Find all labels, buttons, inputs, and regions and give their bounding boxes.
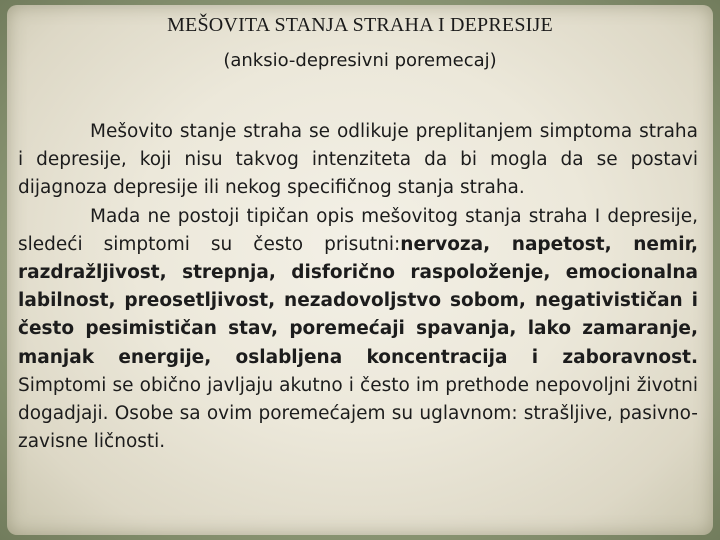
slide-title: MEŠOVITA STANJA STRAHA I DEPRESIJE — [167, 14, 553, 36]
symptoms-intro: Mada ne postoji tipičan opis mešovitog stanja straha I depresije, sledeći simptomi su često prisutni: — [18, 205, 698, 255]
paragraph-definition: Mešovito stanje straha se odlikuje preplitanjem simptoma straha i depresije, koji nisu takvog intenziteta da bi mogla da se postavi dijagnoza depresije ili nekog specifičnog stanja straha. — [18, 121, 698, 199]
symptoms-outro: Simptomi se obično javljaju akutno i često im prethode nepovoljni životni dogadjaji. Osobe sa ovim poremećajem su uglavnom: strašljive, pasivno-zavisne ličnosti. — [18, 374, 698, 453]
body-text — [18, 118, 698, 456]
slide-subtitle: (anksio-depresivni poremecaj) — [223, 50, 497, 71]
symptoms-list: nervoza, napetost, nemir, razdražljivost, strepnja, disforično raspoloženje, emocionalna labilnost, preosetljivost, nezadovoljstvo sobom, negativističan i često pesimističan stav, poremećaji spavanja, lako zamaranje, manjak energije, oslabljena koncentracija i zaboravnost. — [18, 233, 698, 368]
paragraph-symptoms — [18, 203, 698, 457]
